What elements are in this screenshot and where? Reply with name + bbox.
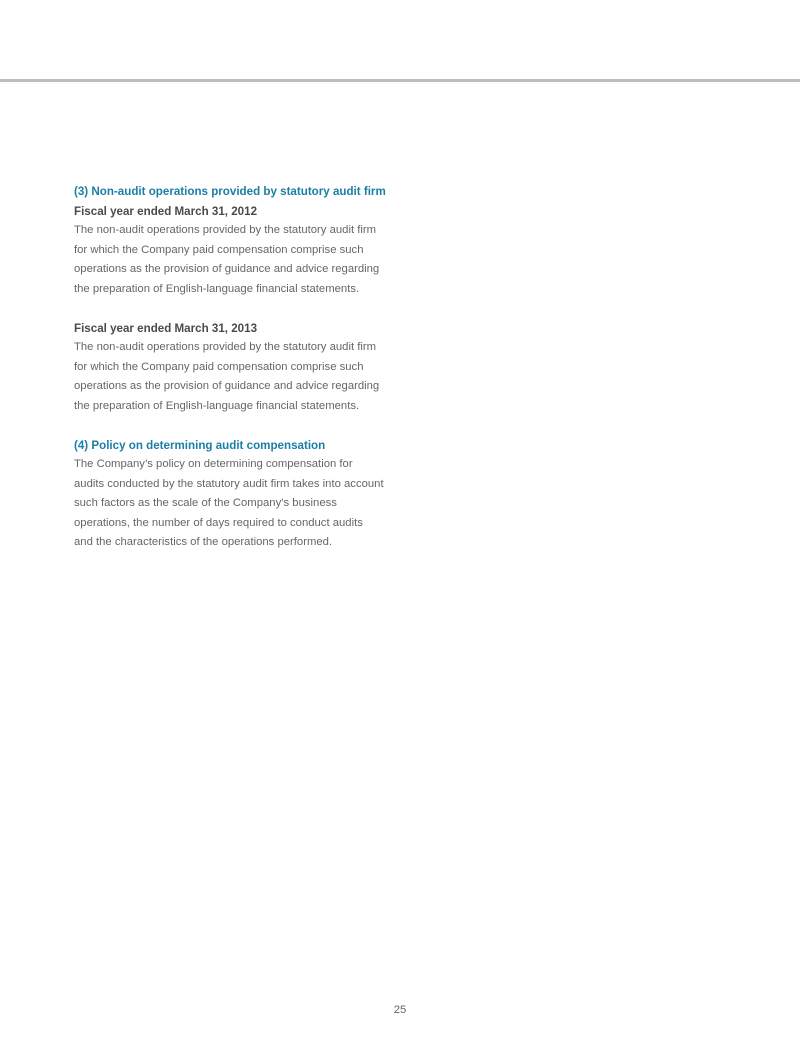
spacer (74, 299, 384, 319)
spacer (74, 416, 384, 436)
fy2012-paragraph: The non-audit operations provided by the statutory audit firm for which the Company paid compensation comprise such operations as the provision of guidance and advice regarding the preparation of English-language financial statements. (74, 224, 380, 295)
section-4-heading: (4) Policy on determining audit compensation (74, 438, 326, 452)
fy2013-heading: Fiscal year ended March 31, 2013 (74, 321, 258, 335)
page-number: 25 (393, 1004, 407, 1016)
fy2013-paragraph: The non-audit operations provided by the statutory audit firm for which the Company paid compensation comprise such operations as the provision of guidance and advice regarding the preparation of English-language financial statements. (74, 341, 380, 412)
section-3-heading: (3) Non-audit operations provided by statutory audit firm (74, 185, 386, 198)
main-content (74, 182, 384, 553)
header-divider (0, 79, 800, 82)
fy2012-heading: Fiscal year ended March 31, 2012 (74, 204, 258, 218)
section-4-paragraph: The Company’s policy on determining compensation for audits conducted by the statutory audit firm takes into account such factors as the scale of the Company’s business operations, the number of days required to conduct audits and the characteristics of the operations performed. (74, 458, 384, 548)
